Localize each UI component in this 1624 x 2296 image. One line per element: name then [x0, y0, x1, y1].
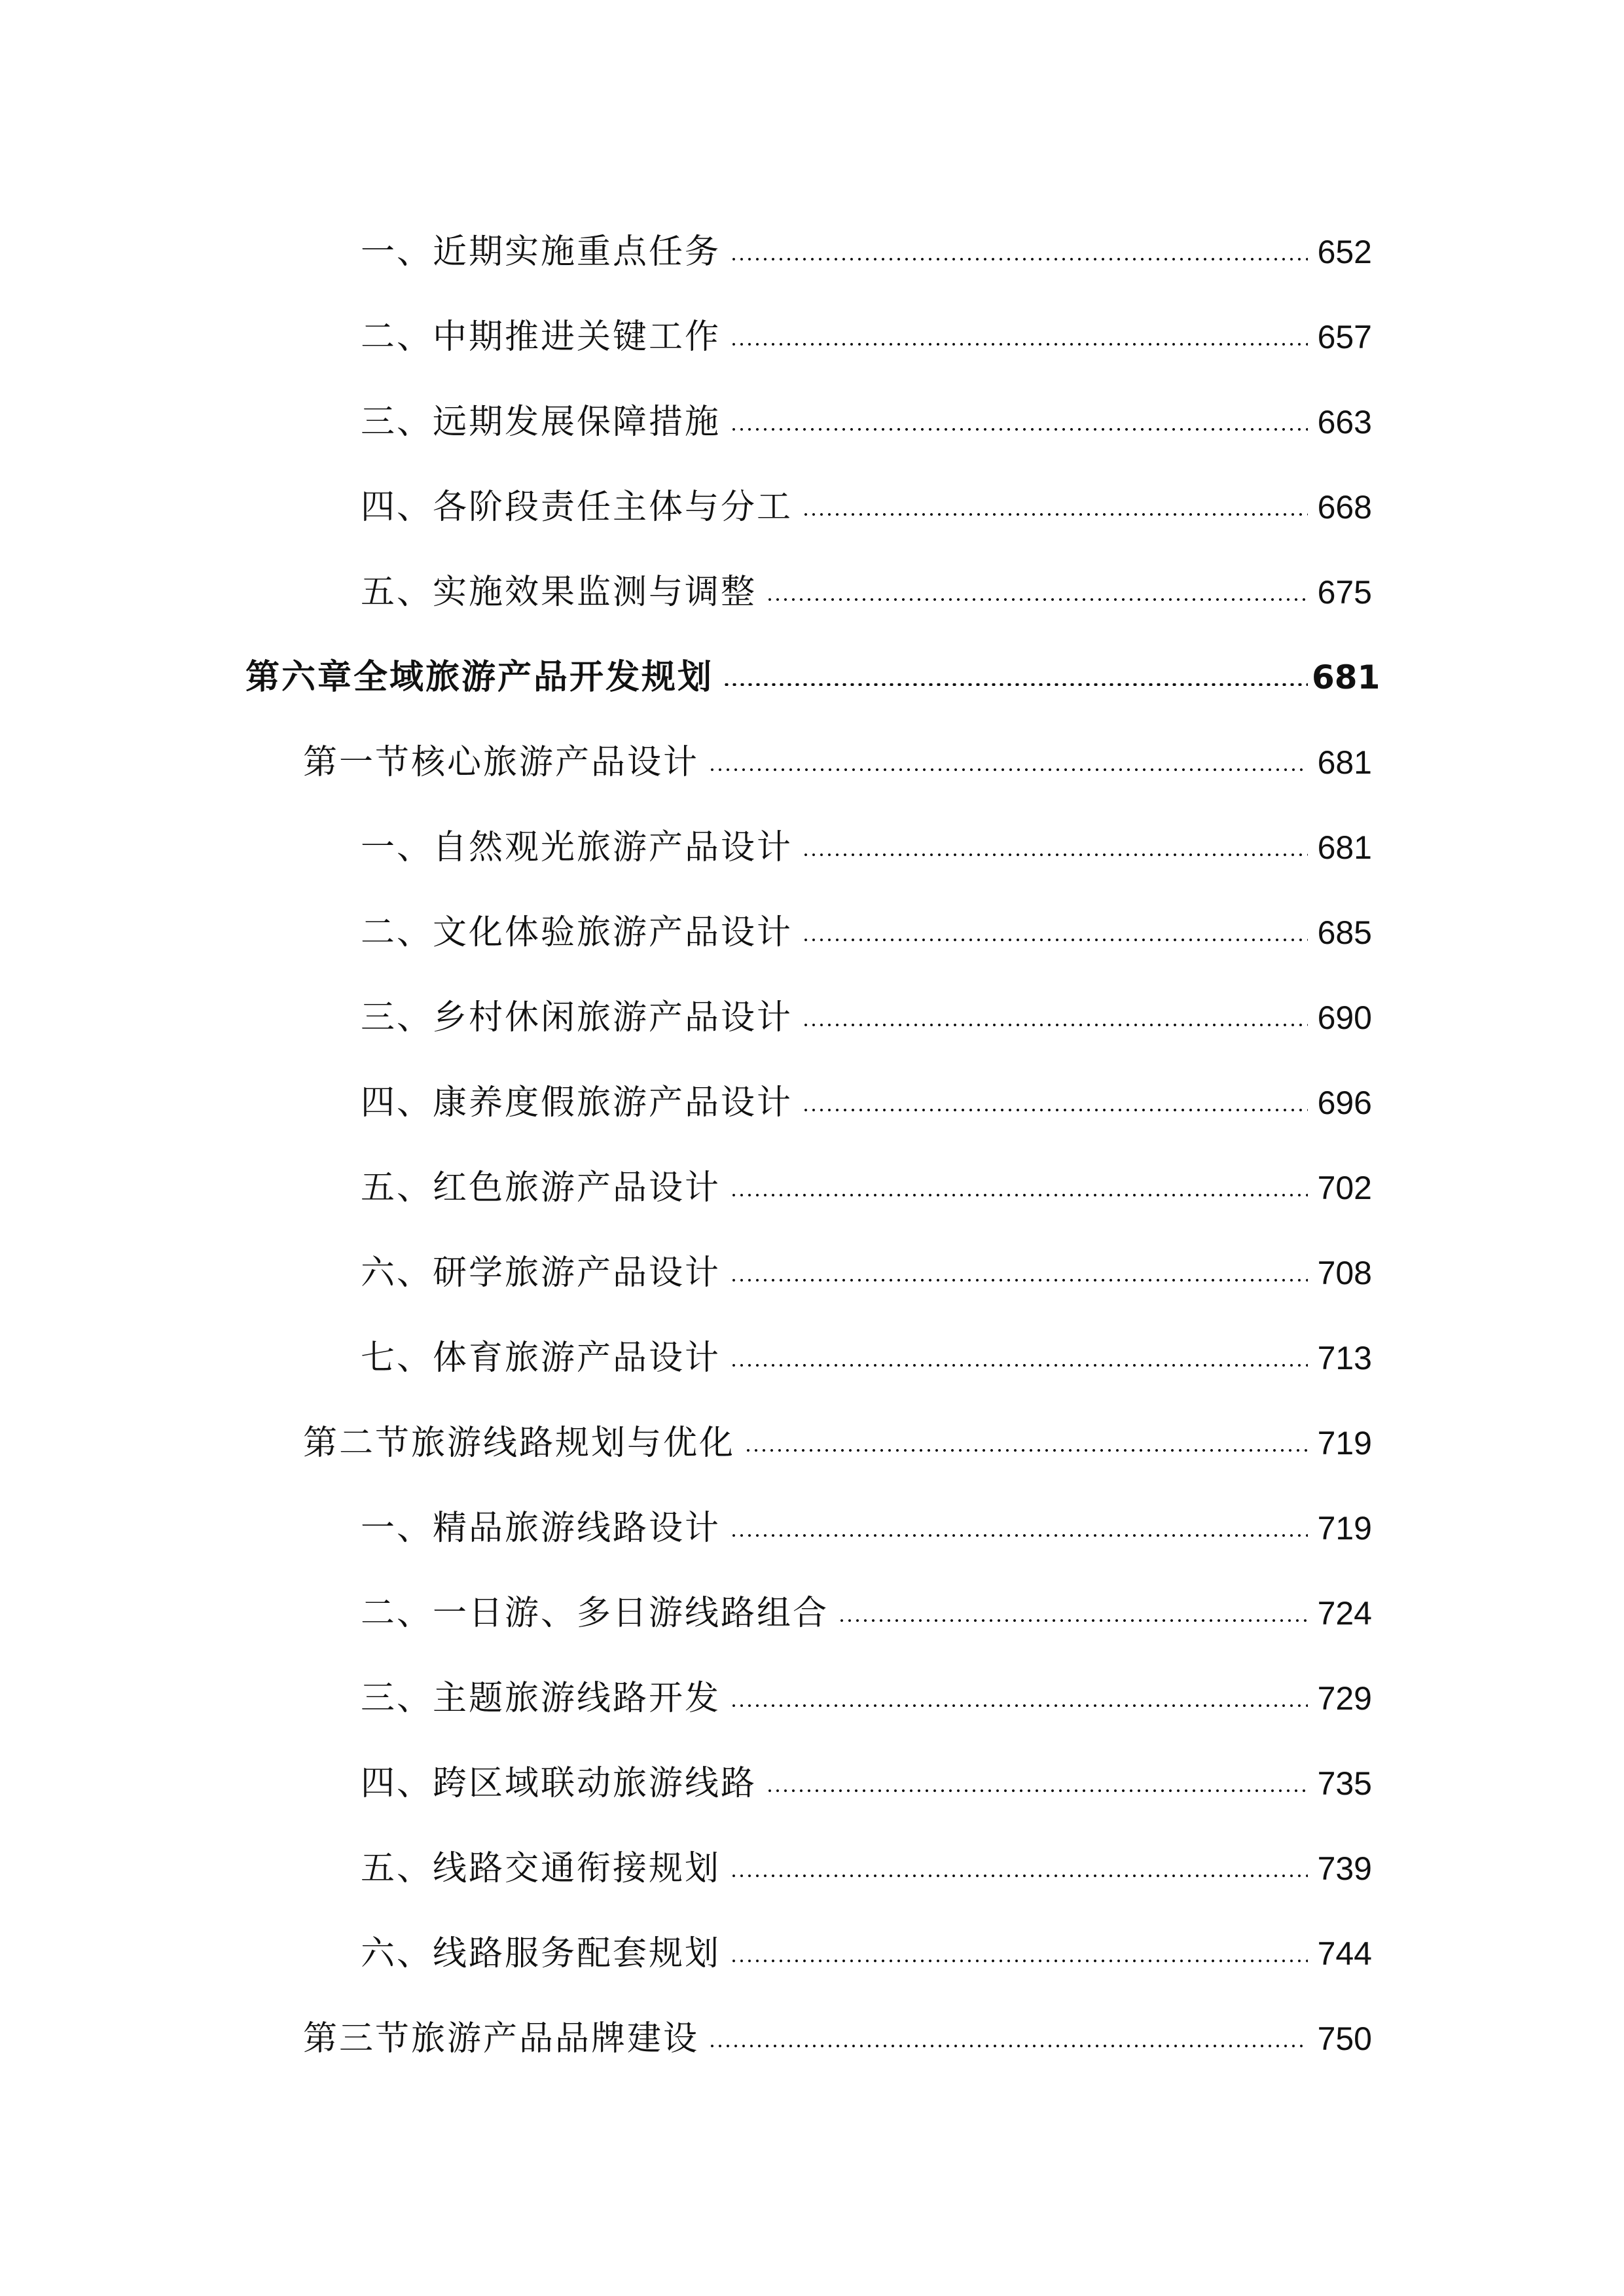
- toc-entry-page: 708: [1317, 1255, 1372, 1291]
- toc-entry-page: 724: [1317, 1595, 1372, 1632]
- toc-entry[interactable]: [0, 380, 1624, 465]
- toc-entry-page: 739: [1317, 1850, 1372, 1887]
- toc-entry-label: 第六章全域旅游产品开发规划: [245, 658, 714, 697]
- toc-entry-page: 663: [1317, 404, 1372, 440]
- toc-entry-label: 二、文化体验旅游产品设计: [361, 913, 793, 952]
- toc-entry[interactable]: [0, 465, 1624, 550]
- toc-entry[interactable]: [0, 550, 1624, 635]
- toc-entry-label: 七、体育旅游产品设计: [361, 1338, 721, 1378]
- toc-dot-leader: [838, 1619, 1308, 1622]
- toc-entry-page: 713: [1317, 1340, 1372, 1376]
- toc-entry-page: 681: [1317, 744, 1372, 781]
- toc-dot-leader: [802, 513, 1308, 516]
- toc-entry-label: 三、远期发展保障措施: [361, 403, 721, 442]
- toc-entry[interactable]: [0, 1145, 1624, 1230]
- toc-section-heading[interactable]: [0, 1996, 1624, 2081]
- toc-entry-label: 二、一日游、多日游线路组合: [361, 1594, 829, 1633]
- table-of-contents: [0, 209, 1624, 2081]
- toc-entry[interactable]: [0, 1826, 1624, 1911]
- toc-dot-leader: [730, 1364, 1308, 1367]
- toc-entry-label: 第一节核心旅游产品设计: [303, 743, 700, 782]
- toc-entry-page: 675: [1317, 574, 1372, 611]
- toc-entry[interactable]: [0, 975, 1624, 1060]
- toc-entry-label: 一、自然观光旅游产品设计: [361, 828, 793, 867]
- toc-entry[interactable]: [0, 1656, 1624, 1741]
- toc-entry[interactable]: [0, 1571, 1624, 1656]
- toc-dot-leader: [766, 598, 1308, 601]
- toc-dot-leader: [708, 768, 1308, 771]
- toc-entry-page: 750: [1317, 2020, 1372, 2057]
- toc-entry[interactable]: [0, 1741, 1624, 1826]
- toc-chapter-heading[interactable]: [0, 635, 1624, 720]
- toc-entry[interactable]: [0, 1486, 1624, 1571]
- toc-entry-page: 735: [1317, 1765, 1372, 1802]
- toc-entry-label: 四、康养度假旅游产品设计: [361, 1083, 793, 1122]
- toc-dot-leader: [730, 1534, 1308, 1537]
- toc-entry-label: 五、实施效果监测与调整: [361, 573, 757, 612]
- toc-dot-leader: [730, 1279, 1308, 1282]
- toc-dot-leader: [802, 1109, 1308, 1111]
- toc-entry-label: 六、线路服务配套规划: [361, 1934, 721, 1973]
- toc-entry[interactable]: [0, 1230, 1624, 1316]
- toc-section-heading[interactable]: [0, 1401, 1624, 1486]
- toc-entry[interactable]: [0, 805, 1624, 890]
- toc-entry-label: 四、跨区域联动旅游线路: [361, 1764, 757, 1803]
- toc-dot-leader: [723, 683, 1308, 686]
- toc-dot-leader: [744, 1449, 1308, 1452]
- toc-dot-leader: [708, 2045, 1308, 2047]
- toc-entry-page: 702: [1317, 1170, 1372, 1206]
- toc-entry-label: 二、中期推进关键工作: [361, 317, 721, 357]
- toc-dot-leader: [730, 343, 1308, 346]
- toc-entry-page: 719: [1317, 1425, 1372, 1462]
- toc-entry[interactable]: [0, 209, 1624, 295]
- toc-entry-page: 681: [1317, 829, 1372, 866]
- toc-dot-leader: [802, 853, 1308, 856]
- toc-entry-page: 657: [1317, 319, 1372, 355]
- toc-entry[interactable]: [0, 1316, 1624, 1401]
- toc-entry-label: 第三节旅游产品品牌建设: [303, 2019, 700, 2058]
- toc-dot-leader: [802, 939, 1308, 941]
- toc-entry-page: 668: [1317, 489, 1372, 526]
- toc-entry-page: 685: [1317, 914, 1372, 951]
- toc-entry-page: 729: [1317, 1680, 1372, 1717]
- toc-entry-label: 一、近期实施重点任务: [361, 232, 721, 272]
- toc-entry-label: 第二节旅游线路规划与优化: [303, 1424, 736, 1463]
- toc-entry[interactable]: [0, 890, 1624, 975]
- toc-entry-page: 719: [1317, 1510, 1372, 1547]
- toc-dot-leader: [730, 1874, 1308, 1877]
- toc-dot-leader: [730, 258, 1308, 260]
- toc-dot-leader: [730, 1960, 1308, 1962]
- toc-entry[interactable]: [0, 1911, 1624, 1996]
- toc-entry[interactable]: [0, 295, 1624, 380]
- toc-entry-label: 六、研学旅游产品设计: [361, 1253, 721, 1293]
- toc-dot-leader: [730, 428, 1308, 431]
- toc-dot-leader: [730, 1704, 1308, 1707]
- toc-entry-page: 696: [1317, 1085, 1372, 1121]
- toc-entry-label: 五、线路交通衔接规划: [361, 1849, 721, 1888]
- toc-entry-page: 690: [1317, 999, 1372, 1036]
- toc-entry-label: 四、各阶段责任主体与分工: [361, 488, 793, 527]
- toc-entry-label: 三、主题旅游线路开发: [361, 1679, 721, 1718]
- toc-entry-page: 681: [1312, 658, 1380, 696]
- toc-entry-label: 一、精品旅游线路设计: [361, 1509, 721, 1548]
- toc-entry-page: 744: [1317, 1935, 1372, 1972]
- toc-dot-leader: [802, 1024, 1308, 1026]
- toc-entry-label: 五、红色旅游产品设计: [361, 1168, 721, 1208]
- toc-entry-page: 652: [1317, 234, 1372, 270]
- toc-entry-label: 三、乡村休闲旅游产品设计: [361, 998, 793, 1037]
- toc-entry[interactable]: [0, 1060, 1624, 1145]
- toc-section-heading[interactable]: [0, 720, 1624, 805]
- toc-dot-leader: [730, 1194, 1308, 1196]
- toc-dot-leader: [766, 1789, 1308, 1792]
